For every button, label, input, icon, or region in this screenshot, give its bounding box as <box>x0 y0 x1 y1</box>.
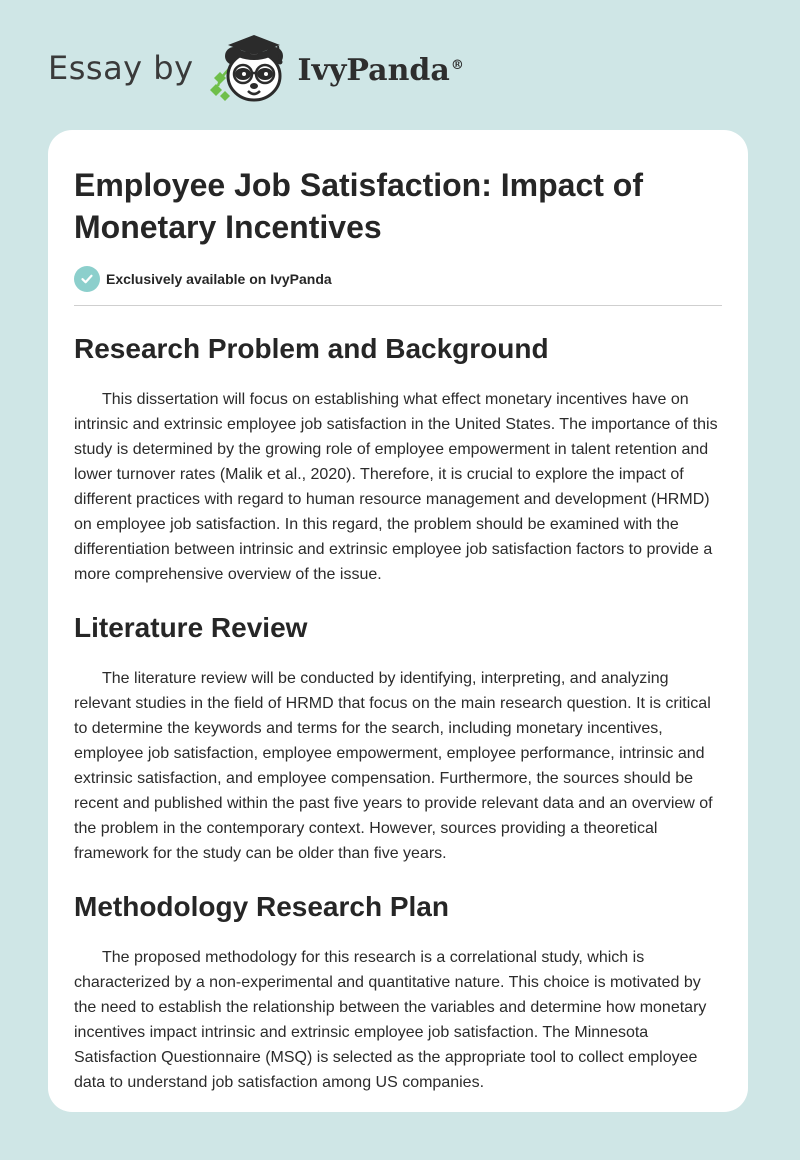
panda-logo-icon <box>206 28 298 108</box>
registered-mark: ® <box>450 57 464 73</box>
section-literature-review <box>74 611 722 866</box>
section-heading: Methodology Research Plan <box>74 891 449 922</box>
essay-by-label: Essay by <box>48 49 194 87</box>
section-methodology <box>74 890 722 1095</box>
section-heading: Literature Review <box>74 612 308 643</box>
section-research-problem <box>74 332 722 587</box>
check-circle-icon <box>74 266 100 292</box>
essay-card <box>48 130 748 1112</box>
badge-text: Exclusively available on IvyPanda <box>106 271 332 287</box>
section-paragraph: This dissertation will focus on establishing what effect monetary incentives have on intrinsic and extrinsic employee job satisfaction in the United States. The importance of this study is determined by the growing role of employee empowerment in talent retention and lower turnover rates (Malik et al., 2020). Therefore, it is crucial to explore the impact of different practices with regard to human resource management and development (HRMD) on employee job satisfaction. In this regard, the problem should be examined with the differentiation between intrinsic and extrinsic employee job satisfaction factors to provide a more comprehensive overview of the issue. <box>74 391 718 583</box>
divider <box>74 305 722 306</box>
section-heading: Research Problem and Background <box>74 333 549 364</box>
page-title: Employee Job Satisfaction: Impact of Monetary Incentives <box>74 167 643 245</box>
brand-name: IvyPanda® <box>297 52 464 88</box>
section-paragraph: The proposed methodology for this research is a correlational study, which is characterized by a non-experimental and quantitative nature. This choice is motivated by the need to establish the relationship between the variables and determine how monetary incentives impact intrinsic and extrinsic employee job satisfaction. The Minnesota Satisfaction Questionnaire (MSQ) is selected as the appropriate tool to collect employee data to understand job satisfaction among US companies. <box>74 949 707 1091</box>
site-header <box>48 28 464 108</box>
section-paragraph: The literature review will be conducted by identifying, interpreting, and analyzing relevant studies in the field of HRMD that focus on the main research question. It is critical to determine the keywords and terms for the search, including monetary incentives, employee job satisfaction, employee empowerment, employee performance, intrinsic and extrinsic satisfaction, and employee compensation. Furthermore, the sources should be recent and published within the past five years to provide relevant data and an overview of the problem in the contemporary context. However, sources providing a theoretical framework for the study can be older than five years. <box>74 670 713 862</box>
exclusive-badge <box>74 266 722 292</box>
